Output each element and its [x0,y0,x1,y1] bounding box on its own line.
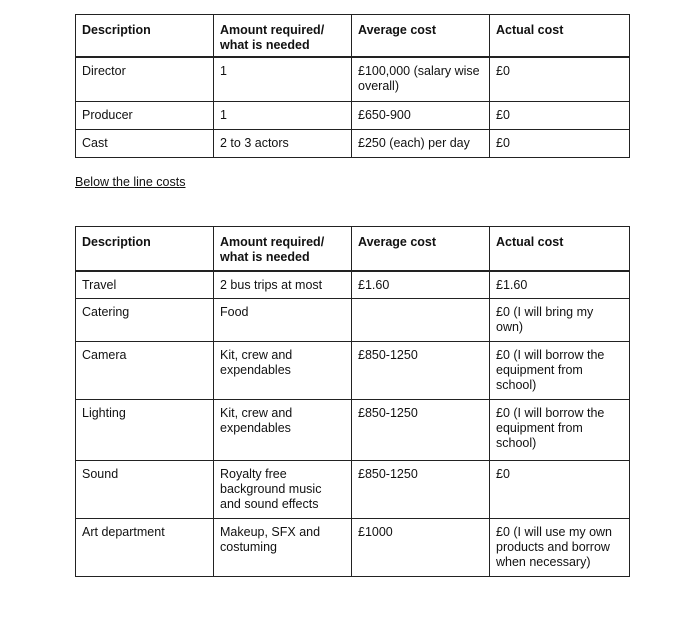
table-row [76,129,630,157]
cell-actual-cost: £0 (I will bring my own) [490,299,630,342]
cell-average-cost [352,299,490,342]
cell-amount: Makeup, SFX and costuming [214,519,352,577]
table-row [76,519,630,577]
cell-description: Sound [76,461,214,519]
table-row [76,57,630,101]
cell-amount: Royalty free background music and sound effects [214,461,352,519]
cell-description: Director [76,57,214,101]
cell-actual-cost: £1.60 [490,271,630,299]
cell-description: Travel [76,271,214,299]
header-description: Description [76,227,214,271]
cell-description: Camera [76,342,214,400]
cell-amount: Food [214,299,352,342]
header-amount-required: Amount required/ what is needed [214,227,352,271]
table-header-row [76,15,630,58]
cell-actual-cost: £0 [490,57,630,101]
cell-description: Lighting [76,400,214,461]
table-row [76,342,630,400]
below-the-line-costs-table [75,226,630,577]
cell-amount: Kit, crew and expendables [214,342,352,400]
table-row [76,400,630,461]
cell-average-cost: £650-900 [352,101,490,129]
table-row [76,299,630,342]
header-actual-cost: Actual cost [490,15,630,58]
cell-average-cost: £1000 [352,519,490,577]
header-description: Description [76,15,214,58]
header-average-cost: Average cost [352,15,490,58]
cell-amount: 2 to 3 actors [214,129,352,157]
cell-actual-cost: £0 [490,461,630,519]
header-average-cost: Average cost [352,227,490,271]
cell-description: Producer [76,101,214,129]
cell-actual-cost: £0 [490,129,630,157]
cell-amount: 1 [214,101,352,129]
header-amount-required: Amount required/ what is needed [214,15,352,58]
cell-average-cost: £100,000 (salary wise overall) [352,57,490,101]
cell-amount: 2 bus trips at most [214,271,352,299]
cell-amount: 1 [214,57,352,101]
cell-description: Cast [76,129,214,157]
cell-amount: Kit, crew and expendables [214,400,352,461]
cell-average-cost: £850-1250 [352,461,490,519]
cell-average-cost: £850-1250 [352,342,490,400]
cell-description: Art department [76,519,214,577]
header-actual-cost: Actual cost [490,227,630,271]
cell-actual-cost: £0 (I will borrow the equipment from school) [490,400,630,461]
table-row [76,271,630,299]
cell-actual-cost: £0 (I will use my own products and borrow when necessary) [490,519,630,577]
below-the-line-costs-heading: Below the line costs [75,175,186,189]
cell-actual-cost: £0 [490,101,630,129]
cell-actual-cost: £0 (I will borrow the equipment from school) [490,342,630,400]
table-row [76,101,630,129]
table-row [76,461,630,519]
cell-average-cost: £850-1250 [352,400,490,461]
cell-description: Catering [76,299,214,342]
cell-average-cost: £250 (each) per day [352,129,490,157]
above-the-line-costs-table [75,14,630,158]
table-header-row [76,227,630,271]
cell-average-cost: £1.60 [352,271,490,299]
